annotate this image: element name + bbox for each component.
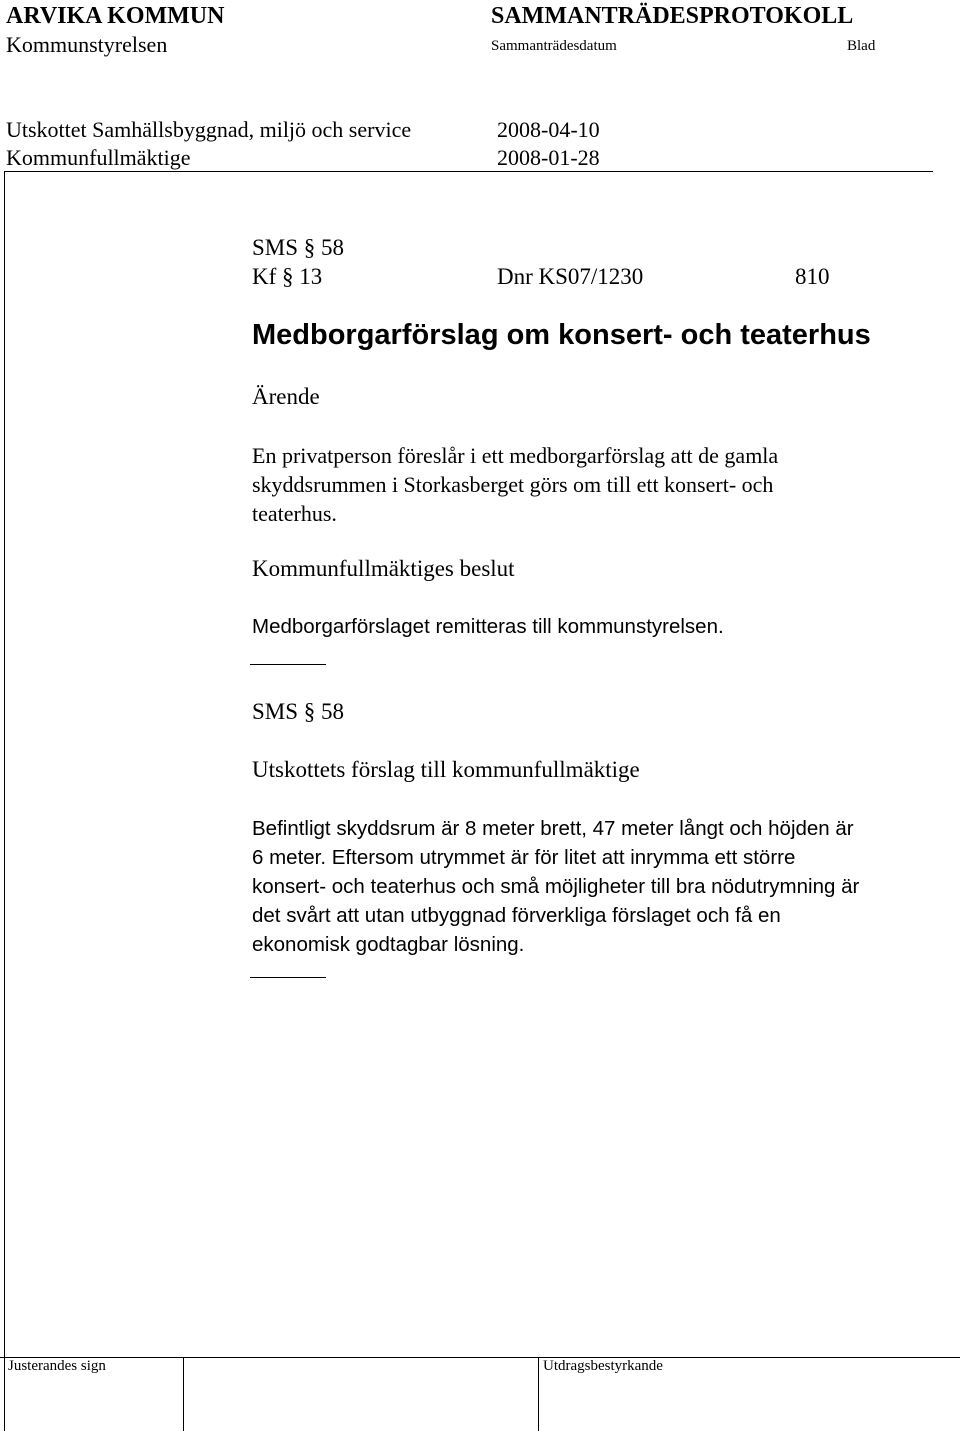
text-line: 6 meter. Eftersom utrymmet är för litet att inrymma ett större [252, 846, 796, 869]
archive-code: 810 [795, 264, 830, 289]
certification-label: Utdragsbestyrkande [543, 1358, 663, 1374]
arende-text [252, 441, 778, 528]
proposal-heading: Utskottets förslag till kommunfullmäktige [252, 757, 640, 782]
text-line: ekonomisk godtagbar lösning. [252, 933, 525, 956]
signature-label: Justerandes sign [8, 1358, 106, 1374]
text-line: En privatperson föreslår i ett medborgarförslag att de gamla [252, 443, 779, 468]
item-title: Medborgarförslag om konsert- och teaterhus [252, 319, 871, 351]
section-ref: SMS § 58 [252, 699, 345, 724]
text-line: teaterhus. [252, 501, 337, 526]
footer-divider [183, 1357, 184, 1431]
decision-text: Medborgarförslaget remitteras till kommunstyrelsen. [252, 615, 724, 638]
footer-divider [4, 1357, 5, 1431]
section-ref: SMS § 58 [252, 235, 345, 260]
committee-name: Kommunstyrelsen [6, 32, 168, 57]
page-label: Blad [847, 38, 876, 54]
meeting-date-label: Sammanträdesdatum [491, 38, 617, 54]
meeting-name: Kommunfullmäktige [6, 145, 191, 170]
arende-heading: Ärende [252, 384, 320, 409]
section-ref: Kf § 13 [252, 264, 323, 289]
section-divider [250, 977, 326, 978]
text-line: skyddsrummen i Storkasberget görs om till ett konsert- och [252, 472, 774, 497]
text-line: det svårt att utan utbyggnad förverkliga förslaget och få en [252, 904, 781, 927]
proposal-text [252, 814, 859, 959]
footer-rule [0, 1357, 960, 1358]
meeting-date: 2008-01-28 [497, 145, 600, 170]
protocol-title: SAMMANTRÄDESPROTOKOLL [491, 3, 854, 29]
municipality-name: ARVIKA KOMMUN [6, 3, 225, 29]
meeting-name: Utskottet Samhällsbyggnad, miljö och service [6, 117, 412, 142]
footer-divider [538, 1357, 539, 1431]
case-number: Dnr KS07/1230 [497, 264, 644, 289]
decision-heading: Kommunfullmäktiges beslut [252, 556, 515, 581]
content-frame-left [4, 171, 5, 1357]
text-line: konsert- och teaterhus och små möjligheter till bra nödutrymning är [252, 875, 860, 898]
content-frame-top [4, 171, 933, 172]
text-line: Befintligt skyddsrum är 8 meter brett, 47 meter långt och höjden är [252, 817, 854, 840]
meeting-date: 2008-04-10 [497, 117, 600, 142]
section-divider [250, 664, 326, 665]
